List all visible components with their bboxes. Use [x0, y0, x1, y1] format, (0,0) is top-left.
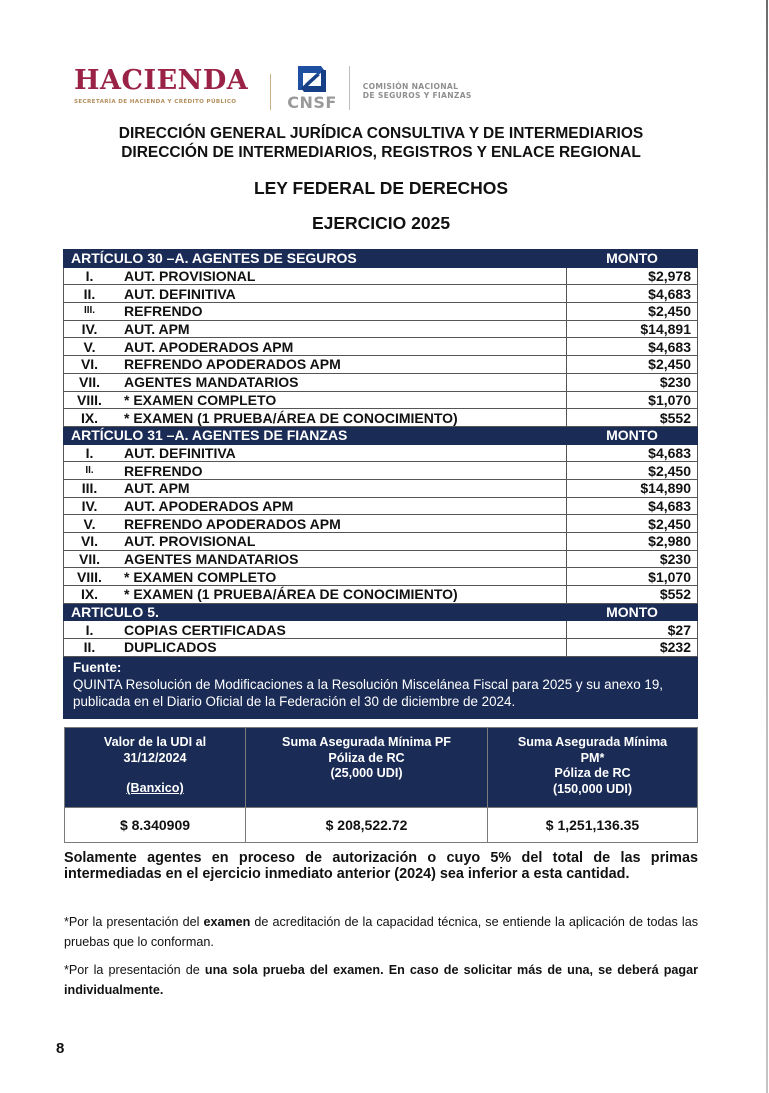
cnsf-wordmark: CNSF [287, 93, 337, 112]
fee-amount: $232 [567, 639, 698, 657]
logo-divider [349, 66, 350, 110]
udi-header-pf [246, 728, 488, 808]
fee-row [64, 373, 698, 391]
fee-row [64, 550, 698, 568]
fee-description: * EXAMEN (1 PRUEBA/ÁREA DE CONOCIMIENTO) [115, 409, 567, 427]
footnote-text: *Por la presentación del [64, 915, 204, 929]
footnote-emphasis: una sola prueba del examen. En caso de solicitar más de una, se deberá pagar individualmente. [64, 963, 698, 997]
pf-sum-insured: $ 208,522.72 [246, 808, 488, 843]
cnsf-name-line: COMISIÓN NACIONAL [362, 82, 459, 91]
fee-description: REFRENDO [115, 462, 567, 480]
fee-description: AUT. DEFINITIVA [115, 444, 567, 462]
fee-amount: $2,450 [567, 303, 698, 321]
header-line: Suma Asegurada Mínima [517, 735, 668, 749]
fee-amount: $2,450 [567, 515, 698, 533]
fee-numeral: VIII. [64, 568, 116, 586]
footnote-text: *Por la presentación de [64, 963, 205, 977]
logo-divider [270, 74, 271, 110]
header-line: 31/12/2024 [123, 750, 187, 765]
source-row [64, 656, 698, 718]
law-title: LEY FEDERAL DE DERECHOS [253, 178, 509, 198]
fee-row [64, 621, 698, 639]
fee-numeral: II. [64, 639, 116, 657]
fee-row [64, 320, 698, 338]
section-header-row [64, 603, 698, 621]
footnote-text: de acreditación de la capacidad técnica, se entiende la aplicación de todas las pruebas que lo conforman. [64, 915, 698, 949]
fee-row [64, 267, 698, 285]
fee-numeral: IX. [64, 409, 116, 427]
fee-description: AUT. PROVISIONAL [115, 267, 567, 285]
monto-header: MONTO [567, 250, 698, 268]
fee-amount: $27 [567, 621, 698, 639]
fee-numeral: VI. [64, 356, 116, 374]
fee-row [64, 444, 698, 462]
hacienda-logo [74, 66, 248, 105]
hacienda-subtitle: SECRETARÍA DE HACIENDA Y CRÉDITO PÚBLICO [74, 99, 237, 105]
fee-row [64, 462, 698, 480]
header-line: Póliza de RC [328, 750, 405, 765]
fee-amount: $4,683 [567, 285, 698, 303]
page-number: 8 [56, 1040, 65, 1057]
fee-amount: $14,891 [567, 320, 698, 338]
fee-numeral: III. [64, 479, 116, 497]
fee-description: * EXAMEN COMPLETO [115, 391, 567, 409]
fee-amount: $4,683 [567, 338, 698, 356]
udi-header-value [65, 728, 246, 808]
cnsf-logo [287, 64, 337, 111]
fee-description: REFRENDO APODERADOS APM [115, 356, 567, 374]
source-text: QUINTA Resolución de Modificaciones a la Resolución Miscelánea Fiscal para 2025 y su anexo 19, publicada en el Diario Oficial de la Federación el 30 de diciembre de 2024. [73, 676, 663, 709]
fee-row [64, 338, 698, 356]
fee-numeral: IV. [64, 497, 116, 515]
section-header-row [64, 250, 698, 268]
udi-header-pm [488, 728, 698, 808]
header-line: PM* [580, 750, 605, 765]
fee-amount: $1,070 [567, 568, 698, 586]
header-line: (150,000 UDI) [552, 781, 633, 796]
fee-description: AUT. APODERADOS APM [115, 338, 567, 356]
fee-numeral: VIII. [64, 391, 116, 409]
header-line: Suma Asegurada Mínima PF [282, 735, 451, 749]
fee-description: DUPLICADOS [115, 639, 567, 657]
header-line: Valor de la UDI al [103, 735, 207, 749]
fee-row [64, 533, 698, 551]
header-line: Póliza de RC [554, 766, 631, 780]
fee-description: * EXAMEN (1 PRUEBA/ÁREA DE CONOCIMIENTO) [115, 586, 567, 604]
fee-row [64, 285, 698, 303]
fee-description: AUT. DEFINITIVA [115, 285, 567, 303]
fee-row [64, 515, 698, 533]
section-title: ARTICULO 5. [64, 603, 567, 621]
header-logos [74, 66, 472, 114]
cnsf-name-line: DE SEGUROS Y FIANZAS [362, 91, 472, 100]
section-title: ARTÍCULO 31 –A. AGENTES DE FIANZAS [64, 426, 567, 444]
fee-numeral: II. [64, 462, 116, 480]
cnsf-full-name [363, 82, 472, 100]
banxico-link[interactable]: (Banxico) [126, 781, 184, 795]
fee-numeral: VI. [64, 533, 116, 551]
fee-description: AUT. PROVISIONAL [115, 533, 567, 551]
fee-amount: $1,070 [567, 391, 698, 409]
fee-amount: $14,890 [567, 479, 698, 497]
fee-row [64, 391, 698, 409]
fee-numeral: V. [64, 515, 116, 533]
fee-row [64, 356, 698, 374]
fee-amount: $2,450 [567, 462, 698, 480]
footnote-exam [64, 912, 698, 952]
fee-amount: $4,683 [567, 497, 698, 515]
fee-amount: $2,980 [567, 533, 698, 551]
fiscal-year-title: EJERCICIO 2025 [311, 213, 451, 233]
source-label: Fuente: [73, 659, 122, 675]
fee-row [64, 586, 698, 604]
fee-numeral: I. [64, 621, 116, 639]
source-cell [64, 656, 698, 718]
fee-row [64, 497, 698, 515]
monto-header: MONTO [567, 426, 698, 444]
fee-numeral: II. [64, 285, 116, 303]
fee-numeral: VII. [64, 550, 116, 568]
fee-numeral: IX. [64, 586, 116, 604]
fee-description: REFRENDO APODERADOS APM [115, 515, 567, 533]
fee-row [64, 409, 698, 427]
fee-amount: $552 [567, 409, 698, 427]
fee-numeral: IV. [64, 320, 116, 338]
fee-numeral: I. [64, 444, 116, 462]
department-title: DIRECCIÓN DE INTERMEDIARIOS, REGISTROS Y ENLACE REGIONAL [121, 144, 641, 161]
fee-amount: $4,683 [567, 444, 698, 462]
monto-header: MONTO [567, 603, 698, 621]
fee-description: AGENTES MANDATARIOS [115, 550, 567, 568]
fees-table [63, 249, 698, 719]
udi-table [64, 727, 698, 843]
fee-amount: $230 [567, 373, 698, 391]
fee-row [64, 568, 698, 586]
fee-amount: $552 [567, 586, 698, 604]
header-line: (25,000 UDI) [330, 766, 403, 780]
fee-row [64, 303, 698, 321]
fee-numeral: VII. [64, 373, 116, 391]
fee-row [64, 639, 698, 657]
eligibility-note: Solamente agentes en proceso de autorización o cuyo 5% del total de las primas intermediadas en el ejercicio inmediato anterior (2024) sea inferior a esta cantidad. [64, 850, 698, 882]
fee-numeral: III. [64, 303, 116, 321]
pm-sum-insured: $ 1,251,136.35 [488, 808, 698, 843]
fee-description: AUT. APODERADOS APM [115, 497, 567, 515]
directorate-title: DIRECCIÓN GENERAL JURÍDICA CONSULTIVA Y DE INTERMEDIARIOS [118, 125, 644, 142]
footnote-single-test [64, 960, 698, 1000]
fee-description: REFRENDO [115, 303, 567, 321]
fee-description: AUT. APM [115, 320, 567, 338]
fee-description: * EXAMEN COMPLETO [115, 568, 567, 586]
fee-amount: $2,450 [567, 356, 698, 374]
fee-description: COPIAS CERTIFICADAS [115, 621, 567, 639]
fee-description: AUT. APM [115, 479, 567, 497]
section-title: ARTÍCULO 30 –A. AGENTES DE SEGUROS [64, 250, 567, 268]
udi-value: $ 8.340909 [65, 808, 246, 843]
fee-description: AGENTES MANDATARIOS [115, 373, 567, 391]
page-edge [766, 0, 768, 1093]
fee-numeral: V. [64, 338, 116, 356]
fee-amount: $2,978 [567, 267, 698, 285]
cnsf-emblem-icon [295, 64, 329, 94]
hacienda-wordmark: HACIENDA [74, 65, 249, 96]
fee-numeral: I. [64, 267, 116, 285]
fee-amount: $230 [567, 550, 698, 568]
section-header-row [64, 426, 698, 444]
footnote-emphasis: examen [203, 915, 251, 929]
fee-row [64, 479, 698, 497]
